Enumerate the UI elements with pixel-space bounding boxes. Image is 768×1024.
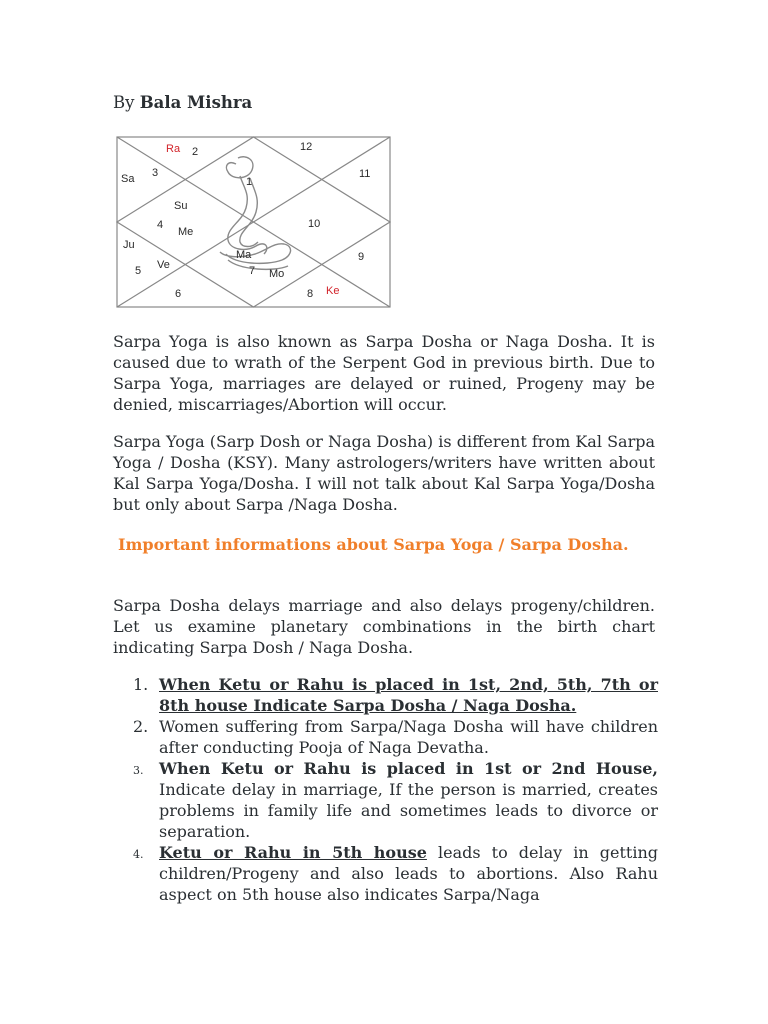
planet-sa: Sa <box>121 173 135 185</box>
list-number: 1. <box>133 675 149 694</box>
planet-mo: Mo <box>269 268 285 280</box>
list-number: 4. <box>133 848 144 861</box>
list-item-text: leads to delay in getting children/Progeny and also leads to abortions. Also Rahu aspect on 5th house also indicates Sarpa/Naga <box>159 843 659 904</box>
birth-chart <box>116 136 391 308</box>
byline-prefix: By <box>113 93 135 112</box>
list-item-text: Women suffering from Sarpa/Naga Dosha will have children after conducting Pooja of Naga Devatha. <box>159 717 658 757</box>
paragraph-combinations: Sarpa Dosha delays marriage and also delays progeny/children. Let us examine planetary combinations in the birth chart indicating Sarpa Dosh / Naga Dosha. <box>113 596 655 657</box>
section-heading: Important informations about Sarpa Yoga / Sarpa Dosha. <box>118 535 629 554</box>
author-name: Bala Mishra <box>139 93 253 112</box>
list-number: 2. <box>133 717 149 736</box>
list-item-bold-text: When Ketu or Rahu is placed in 1st, 2nd, 5th, 7th or 8th house Indicate Sarpa Dosha / Naga Dosha. <box>159 675 658 715</box>
house-6: 6 <box>175 288 182 300</box>
house-10: 10 <box>308 218 321 230</box>
planet-ju: Ju <box>123 239 135 251</box>
house-1: 1 <box>246 176 253 188</box>
list-item <box>113 716 658 758</box>
house-12: 12 <box>300 141 313 153</box>
planet-su: Su <box>174 200 188 212</box>
planet-ma: Ma <box>236 249 252 261</box>
byline <box>113 92 252 114</box>
planet-ra: Ra <box>166 143 181 155</box>
planet-ke: Ke <box>326 285 340 297</box>
house-4: 4 <box>157 219 164 231</box>
planet-ve: Ve <box>157 259 170 271</box>
paragraph-intro: Sarpa Yoga is also known as Sarpa Dosha or Naga Dosha. It is caused due to wrath of the Serpent God in previous birth. Due to Sarpa Yoga, marriages are delayed or ruined, Progeny may be denied, miscarriages/Abortion will occur. <box>113 332 655 414</box>
birth-chart-svg <box>116 136 391 308</box>
planet-me: Me <box>178 226 194 238</box>
house-7: 7 <box>249 265 256 277</box>
list-item <box>113 758 658 842</box>
cobra-icon <box>220 157 291 270</box>
list-item-text: Indicate delay in marriage, If the person is married, creates problems in family life and sometimes leads to divorce or separation. <box>159 780 658 841</box>
house-5: 5 <box>135 265 142 277</box>
combination-list <box>113 674 658 905</box>
list-item <box>113 674 658 716</box>
house-3: 3 <box>152 167 159 179</box>
house-2: 2 <box>192 146 199 158</box>
house-11: 11 <box>359 168 371 180</box>
list-item-bold-text: When Ketu or Rahu is placed in 1st or 2nd House, <box>159 759 658 778</box>
list-item <box>113 842 658 905</box>
house-9: 9 <box>358 251 365 263</box>
list-item-bold-text: Ketu or Rahu in 5th house <box>159 843 427 862</box>
house-8: 8 <box>307 288 314 300</box>
paragraph-difference: Sarpa Yoga (Sarp Dosh or Naga Dosha) is different from Kal Sarpa Yoga / Dosha (KSY). Many astrologers/writers have written about Kal Sarpa Yoga/Dosha. I will not talk about Kal Sarpa Yoga/Dosha but only about Sarpa /Naga Dosha. <box>113 432 655 514</box>
list-number: 3. <box>133 764 144 777</box>
